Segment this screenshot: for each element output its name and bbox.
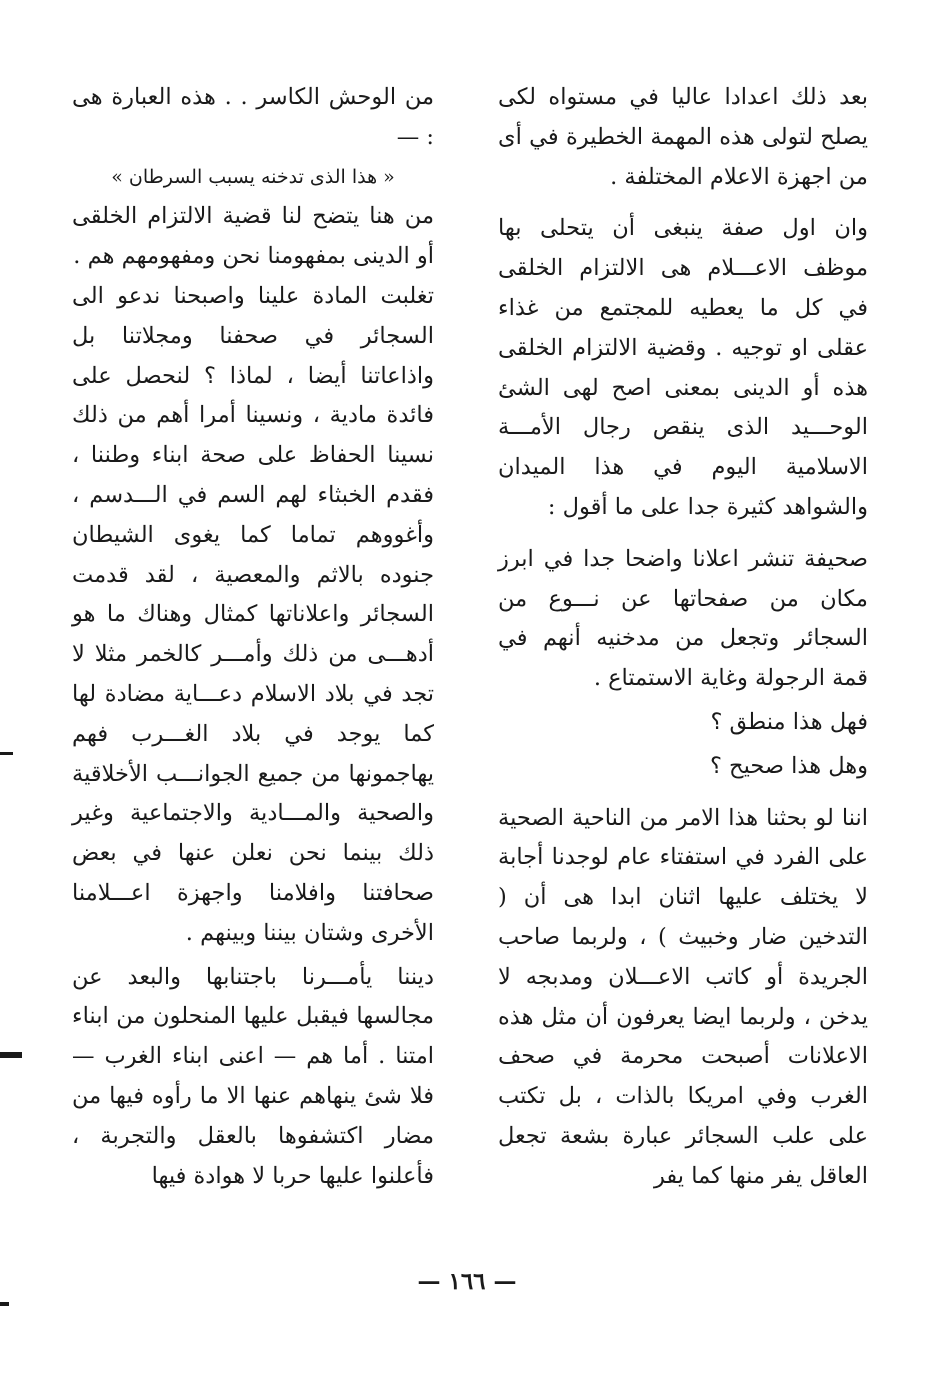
question-line: فهل هذا منطق ؟ xyxy=(710,708,868,735)
right-column xyxy=(498,78,868,1197)
paragraph: من هنا يتضح لنا قضية الالتزام الخلقى أو الدينى بمفهومنا نحن ومفهومهم هم . xyxy=(72,203,434,270)
scan-mark xyxy=(0,752,13,755)
left-column xyxy=(72,78,434,1196)
paragraph: اننا لو بحثنا هذا الامر من الناحية الصحية على الفرد في استفتاء عام لوجدنا أجابة لا يختلف عليها اثنان ابدا هى أن ( التدخين ضار وخبيث ) ، ولربما صاحب الجريدة أو كاتب الاعـــلان ومدبجه لا يدخن ، ولربما ايضا يعرفون أن مثل هذه الاعلانات أصبحت محرمة في صحف الغرب وفي امريكا بالذات ، بل تكتب على علب السجائر عبارة بشعة تجعل العاقل يفر منها كما يفر xyxy=(498,804,868,1189)
question-line: وهل هذا صحيح ؟ xyxy=(709,752,868,779)
paragraph: وان اول صفة ينبغى أن يتحلى بها موظف الاعـــلام هى الالتزام الخلقى في كل ما يعطيه للمجتمع من غذاء عقلى او توجيه . وقضية الالتزام الخلقى هذه أو الدينى بمعنى اصح لهى الشئ الوحـــيد الذى ينقص رجال الأمـــة الاسلامية اليوم في هذا الميدان والشواهد كثيرة جدا على ما أقول : xyxy=(498,215,868,520)
paragraph: تغلبت المادة علينا واصبحنا ندعو الى السجائر في صحفنا ومجلاتنا بل واذاعاتنا أيضا ، لماذا ؟ لنحصل على فائدة مادية ، ونسينا أمرا أهم من ذلك نسينا الحفاظ على صحة ابناء وطننا ، فقدم الخبثاء لهم السم في الـــدسم ، وأغووهم تماما كما يغوى الشيطان جنوده بالاثم والمعصية ، لقد قدمت السجائر واعلاناتها كمثال وهناك ما هو أدهـــى من ذلك وأمـــر كالخمر مثلا لا تجد في بلاد الاسلام دعـــاية مضادة لها كما يوجد في بلاد الغـــرب فهم يهاجمونها من جميع الجوانـــب الأخلاقية والصحية والمـــادية والاجتماعية وغير ذلك بينما نحن نعلن عنها في بعض صحافتنا وافلامنا واجهزة اعـــلامنا الأخرى وشتان بيننا وبينهم . xyxy=(72,282,434,946)
quoted-warning: « هذا الذى تدخنه يسبب السرطان » xyxy=(111,165,395,188)
paragraph: بعد ذلك اعدادا عاليا في مستواه لكى يصلح لتولى هذه المهمة الخطيرة في أى من اجهزة الاعلام المختلفة . xyxy=(498,84,868,190)
paragraph: من الوحش الكاسر . . هذه العبارة هى : — xyxy=(72,84,434,150)
page-number: — ١٦٦ — xyxy=(417,1268,517,1295)
scan-mark xyxy=(0,1302,9,1306)
paragraph: ديننا يأمـــرنا باجتنابها والبعد عن مجالسها فيقبل عليها المنحلون من ابناء امتنا . أما هم — اعنى ابناء الغرب — فلا شئ ينهاهم عنها الا ما رأوه فيها من مضار اكتشفوها بالعقل والتجربة ، فأعلنوا عليها حربا لا هوادة فيها xyxy=(72,963,434,1189)
paragraph: صحيفة تنشر اعلانا واضحا جدا في ابرز مكان من صفحاتها عن نـــوع من السجائر وتجعل من مدخنيه أنهم في قمة الرجولة وغاية الاستمتاع . xyxy=(498,545,868,692)
scan-mark xyxy=(0,1052,22,1058)
